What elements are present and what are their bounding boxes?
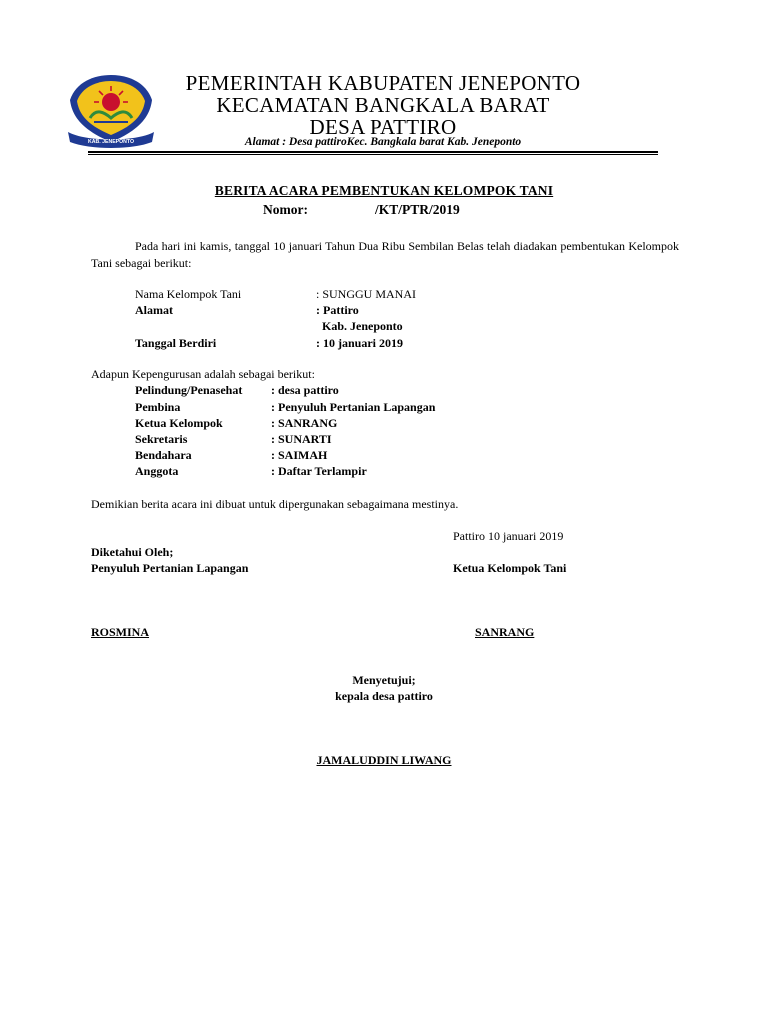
treasurer-value: : SAIMAH (271, 448, 328, 462)
approver-name: JAMALUDDIN LIWANG (316, 753, 452, 767)
supervisor-value: : Penyuluh Pertanian Lapangan (271, 400, 436, 414)
management-intro: Adapun Kepengurusan adalah sebagai berikut: (91, 367, 315, 381)
group-address-value-line2: Kab. Jeneponto (322, 319, 403, 333)
left-signatory-name: ROSMINA (91, 625, 150, 639)
approved-label: Menyetujui; (352, 673, 416, 687)
right-signatory-name: SANRANG (475, 625, 535, 639)
founding-date-value: : 10 januari 2019 (316, 336, 403, 350)
treasurer-label: Bendahara (135, 448, 192, 462)
place-and-date: Pattiro 10 januari 2019 (453, 529, 564, 543)
group-name-label: Nama Kelompok Tani (135, 287, 242, 301)
letterhead-divider-thin (88, 154, 658, 155)
opening-paragraph: Pada hari ini kamis, tanggal 10 januari Tahun Dua Ribu Sembilan Belas telah diadakan pembentukan Kelompok Tani sebagai berikut: (91, 239, 679, 270)
secretary-label: Sekretaris (135, 432, 188, 446)
group-address-value: : Pattiro (316, 303, 359, 317)
letterhead-district: KECAMATAN BANGKALA BARAT (216, 93, 550, 117)
document-number-value: /KT/PTR/2019 (375, 202, 460, 217)
members-label: Anggota (135, 464, 179, 478)
regency-emblem-logo (66, 72, 156, 148)
patron-value: : desa pattiro (271, 383, 339, 397)
supervisor-label: Pembina (135, 400, 181, 414)
letterhead-village: DESA PATTIRO (309, 115, 457, 139)
members-value: : Daftar Terlampir (271, 464, 367, 478)
document-title: BERITA ACARA PEMBENTUKAN KELOMPOK TANI (214, 183, 554, 198)
logo-ribbon-text: KAB. JENEPONTO (87, 139, 135, 145)
right-signatory-title: Ketua Kelompok Tani (453, 561, 567, 575)
group-name-value: : SUNGGU MANAI (316, 287, 417, 301)
known-by-label: Diketahui Oleh; (91, 545, 174, 559)
approver-title: kepala desa pattiro (335, 689, 433, 703)
group-address-label: Alamat (135, 303, 173, 317)
secretary-value: : SUNARTI (271, 432, 332, 446)
founding-date-label: Tanggal Berdiri (135, 336, 217, 350)
letterhead-divider-thick (88, 151, 658, 153)
chairman-label: Ketua Kelompok (135, 416, 223, 430)
letterhead-address: Alamat : Desa pattiroKec. Bangkala barat Kab. Jeneponto (244, 136, 522, 148)
letterhead-government: PEMERINTAH KABUPATEN JENEPONTO (185, 71, 581, 95)
patron-label: Pelindung/Penasehat (135, 383, 243, 397)
document-number-label: Nomor: (263, 202, 308, 217)
chairman-value: : SANRANG (271, 416, 338, 430)
left-signatory-title: Penyuluh Pertanian Lapangan (91, 561, 249, 575)
closing-paragraph: Demikian berita acara ini dibuat untuk dipergunakan sebagaimana mestinya. (91, 497, 459, 511)
